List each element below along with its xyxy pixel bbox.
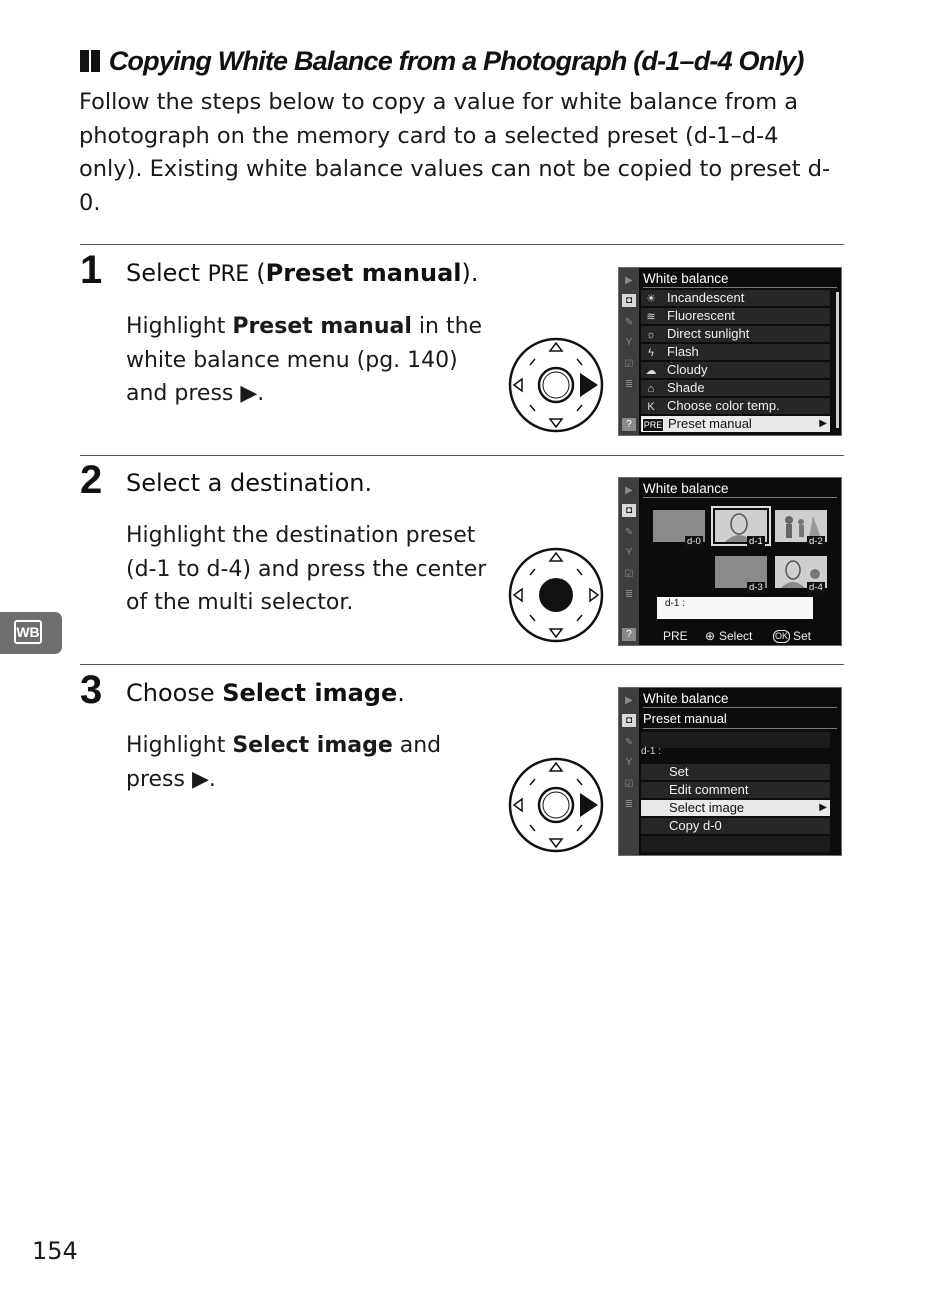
ok-button-icon: OK (775, 631, 789, 641)
retouch-menu-icon: ☑ (624, 359, 634, 370)
preset-info: d-1 : (641, 746, 662, 757)
multi-selector-right-icon (508, 757, 604, 853)
menu-item-label: Incandescent (667, 290, 745, 305)
pre-code: PRE (207, 262, 249, 287)
step-body (126, 729, 466, 796)
step-title: Select a destination. (126, 469, 373, 497)
shooting-menu-icon: ◘ (622, 714, 636, 727)
section-title (80, 46, 804, 77)
menu-item-label: Direct sunlight (667, 326, 750, 341)
step-divider (80, 455, 844, 456)
menu-sidebar (619, 688, 639, 855)
screen-footer (641, 627, 841, 645)
menu-item-label: Edit comment (669, 782, 749, 797)
screen-title: White balance (643, 270, 837, 288)
step-title (126, 678, 405, 708)
custom-settings-icon: ✎ (624, 737, 634, 748)
menu-item-shade[interactable] (641, 380, 830, 396)
menu-item-cloudy[interactable] (641, 362, 830, 378)
playback-menu-icon: ▶ (625, 275, 633, 286)
fluorescent-icon: ≋ (646, 311, 656, 323)
preset-label: d-3 (749, 582, 763, 593)
my-menu-icon: ≣ (624, 379, 634, 390)
menu-item-label: Preset manual (668, 416, 752, 431)
menu-item-direct-sunlight[interactable] (641, 326, 830, 342)
menu-item-incandescent[interactable] (641, 290, 830, 306)
step-divider (80, 664, 844, 665)
shade-icon: ⌂ (647, 383, 655, 395)
playback-menu-icon: ▶ (625, 695, 633, 706)
menu-item-edit-comment[interactable] (641, 782, 830, 798)
menu-item-choose-color-temp[interactable] (641, 398, 830, 414)
preset-icon: PRE (643, 420, 663, 430)
step-body (126, 310, 496, 411)
footer-set: Set (793, 629, 812, 643)
custom-settings-icon: ✎ (624, 317, 634, 328)
camera-screen-preset-manual (618, 687, 842, 856)
menu-sidebar (619, 268, 639, 435)
step-title (126, 258, 479, 290)
camera-screen-white-balance-menu (618, 267, 842, 436)
menu-item-select-image[interactable] (641, 800, 830, 816)
scrollbar[interactable] (836, 292, 839, 428)
my-menu-icon: ≣ (624, 589, 634, 600)
menu-item-label: Set (669, 764, 689, 779)
menu-item-preset-manual[interactable] (641, 416, 830, 432)
step-title-text: ). (461, 259, 479, 287)
screen-title: White balance (643, 480, 837, 498)
submenu-arrow-icon: ▶ (819, 418, 827, 429)
footer-select: Select (719, 629, 753, 643)
step-body-text: and press ▶. (126, 733, 442, 792)
title-marker-icon (80, 50, 89, 72)
menu-item-fluorescent[interactable] (641, 308, 830, 324)
preset-label: d-0 (687, 536, 701, 547)
menu-item-copy-d0[interactable] (641, 818, 830, 834)
menu-item-label: Shade (667, 380, 705, 395)
screen-title: White balance (643, 690, 837, 708)
color-temp-icon: K (647, 401, 655, 413)
white-balance-tab-icon: WB (14, 620, 42, 644)
multi-selector-center-icon (508, 547, 604, 643)
step-title-text: Choose (126, 679, 223, 707)
preset-label: d-2 (809, 536, 823, 547)
step-title-text: Select (126, 259, 208, 287)
custom-settings-icon: ✎ (624, 527, 634, 538)
step-title-text: ( (248, 259, 266, 287)
retouch-menu-icon: ☑ (624, 779, 634, 790)
menu-sidebar (619, 478, 639, 645)
page-number: 154 (32, 1237, 78, 1265)
multi-selector-right-icon (508, 337, 604, 433)
playback-menu-icon: ▶ (625, 485, 633, 496)
flash-icon: ϟ (648, 347, 654, 359)
step-body-text: in the white balance menu (pg. 140) and press ▶. (126, 314, 483, 406)
retouch-menu-icon: ☑ (624, 569, 634, 580)
destination-comment-field: d-1 : (657, 597, 813, 619)
step-number: 1 (80, 248, 103, 292)
preset-label: d-4 (809, 582, 823, 593)
step-body-text: Highlight (126, 314, 233, 339)
setup-menu-icon: Y (625, 547, 633, 558)
camera-screen-destination (618, 477, 842, 646)
dpad-icon: ⊕ (705, 629, 716, 643)
footer-pre: PRE (663, 629, 688, 643)
intro-paragraph: Follow the steps below to copy a value for white balance from a photograph on the memory card to a selected preset (d-1–d-4 only). Existing white balance values can not be copied to preset d-0. (79, 89, 831, 216)
chapter-tab (0, 612, 62, 654)
step-title-bold: Select image (222, 679, 398, 707)
step-body-bold: Preset manual (232, 314, 412, 339)
preset-label: d-1 (749, 536, 763, 547)
menu-item-label: Cloudy (667, 362, 708, 377)
step-body: Highlight the destination preset (d-1 to d-4) and press the center of the multi selector. (126, 523, 487, 615)
step-title-text: . (397, 679, 405, 707)
shooting-menu-icon: ◘ (622, 504, 636, 517)
step-title-bold: Preset manual (265, 259, 462, 287)
title-marker-icon (91, 50, 100, 72)
menu-item-label: Fluorescent (667, 308, 735, 323)
cloudy-icon: ☁ (645, 365, 657, 377)
incandescent-icon: ☀ (646, 293, 656, 305)
menu-item-label: Choose color temp. (667, 398, 780, 413)
shooting-menu-icon: ◘ (622, 294, 636, 307)
section-title-text: Copying White Balance from a Photograph (d-1–d-4 Only) (108, 46, 804, 76)
setup-menu-icon: Y (625, 757, 633, 768)
step-divider (80, 244, 844, 245)
menu-item-flash[interactable] (641, 344, 830, 360)
menu-item-set[interactable] (641, 764, 830, 780)
step-body-bold: Select image (232, 733, 393, 758)
help-icon: ? (622, 418, 636, 431)
menu-item-label: Select image (669, 800, 745, 815)
setup-menu-icon: Y (625, 337, 633, 348)
menu-item-label: Flash (667, 344, 699, 359)
help-icon: ? (622, 628, 636, 641)
menu-spacer-row (641, 836, 830, 852)
step-number: 2 (80, 458, 103, 502)
menu-item-label: Copy d-0 (669, 818, 722, 833)
step-body-text: Highlight (126, 733, 233, 758)
submenu-arrow-icon: ▶ (819, 802, 827, 813)
step-number: 3 (80, 668, 103, 712)
screen-subtitle: Preset manual (643, 710, 837, 729)
my-menu-icon: ≣ (624, 799, 634, 810)
menu-spacer-row (641, 732, 830, 748)
direct-sunlight-icon: ☼ (645, 329, 657, 341)
